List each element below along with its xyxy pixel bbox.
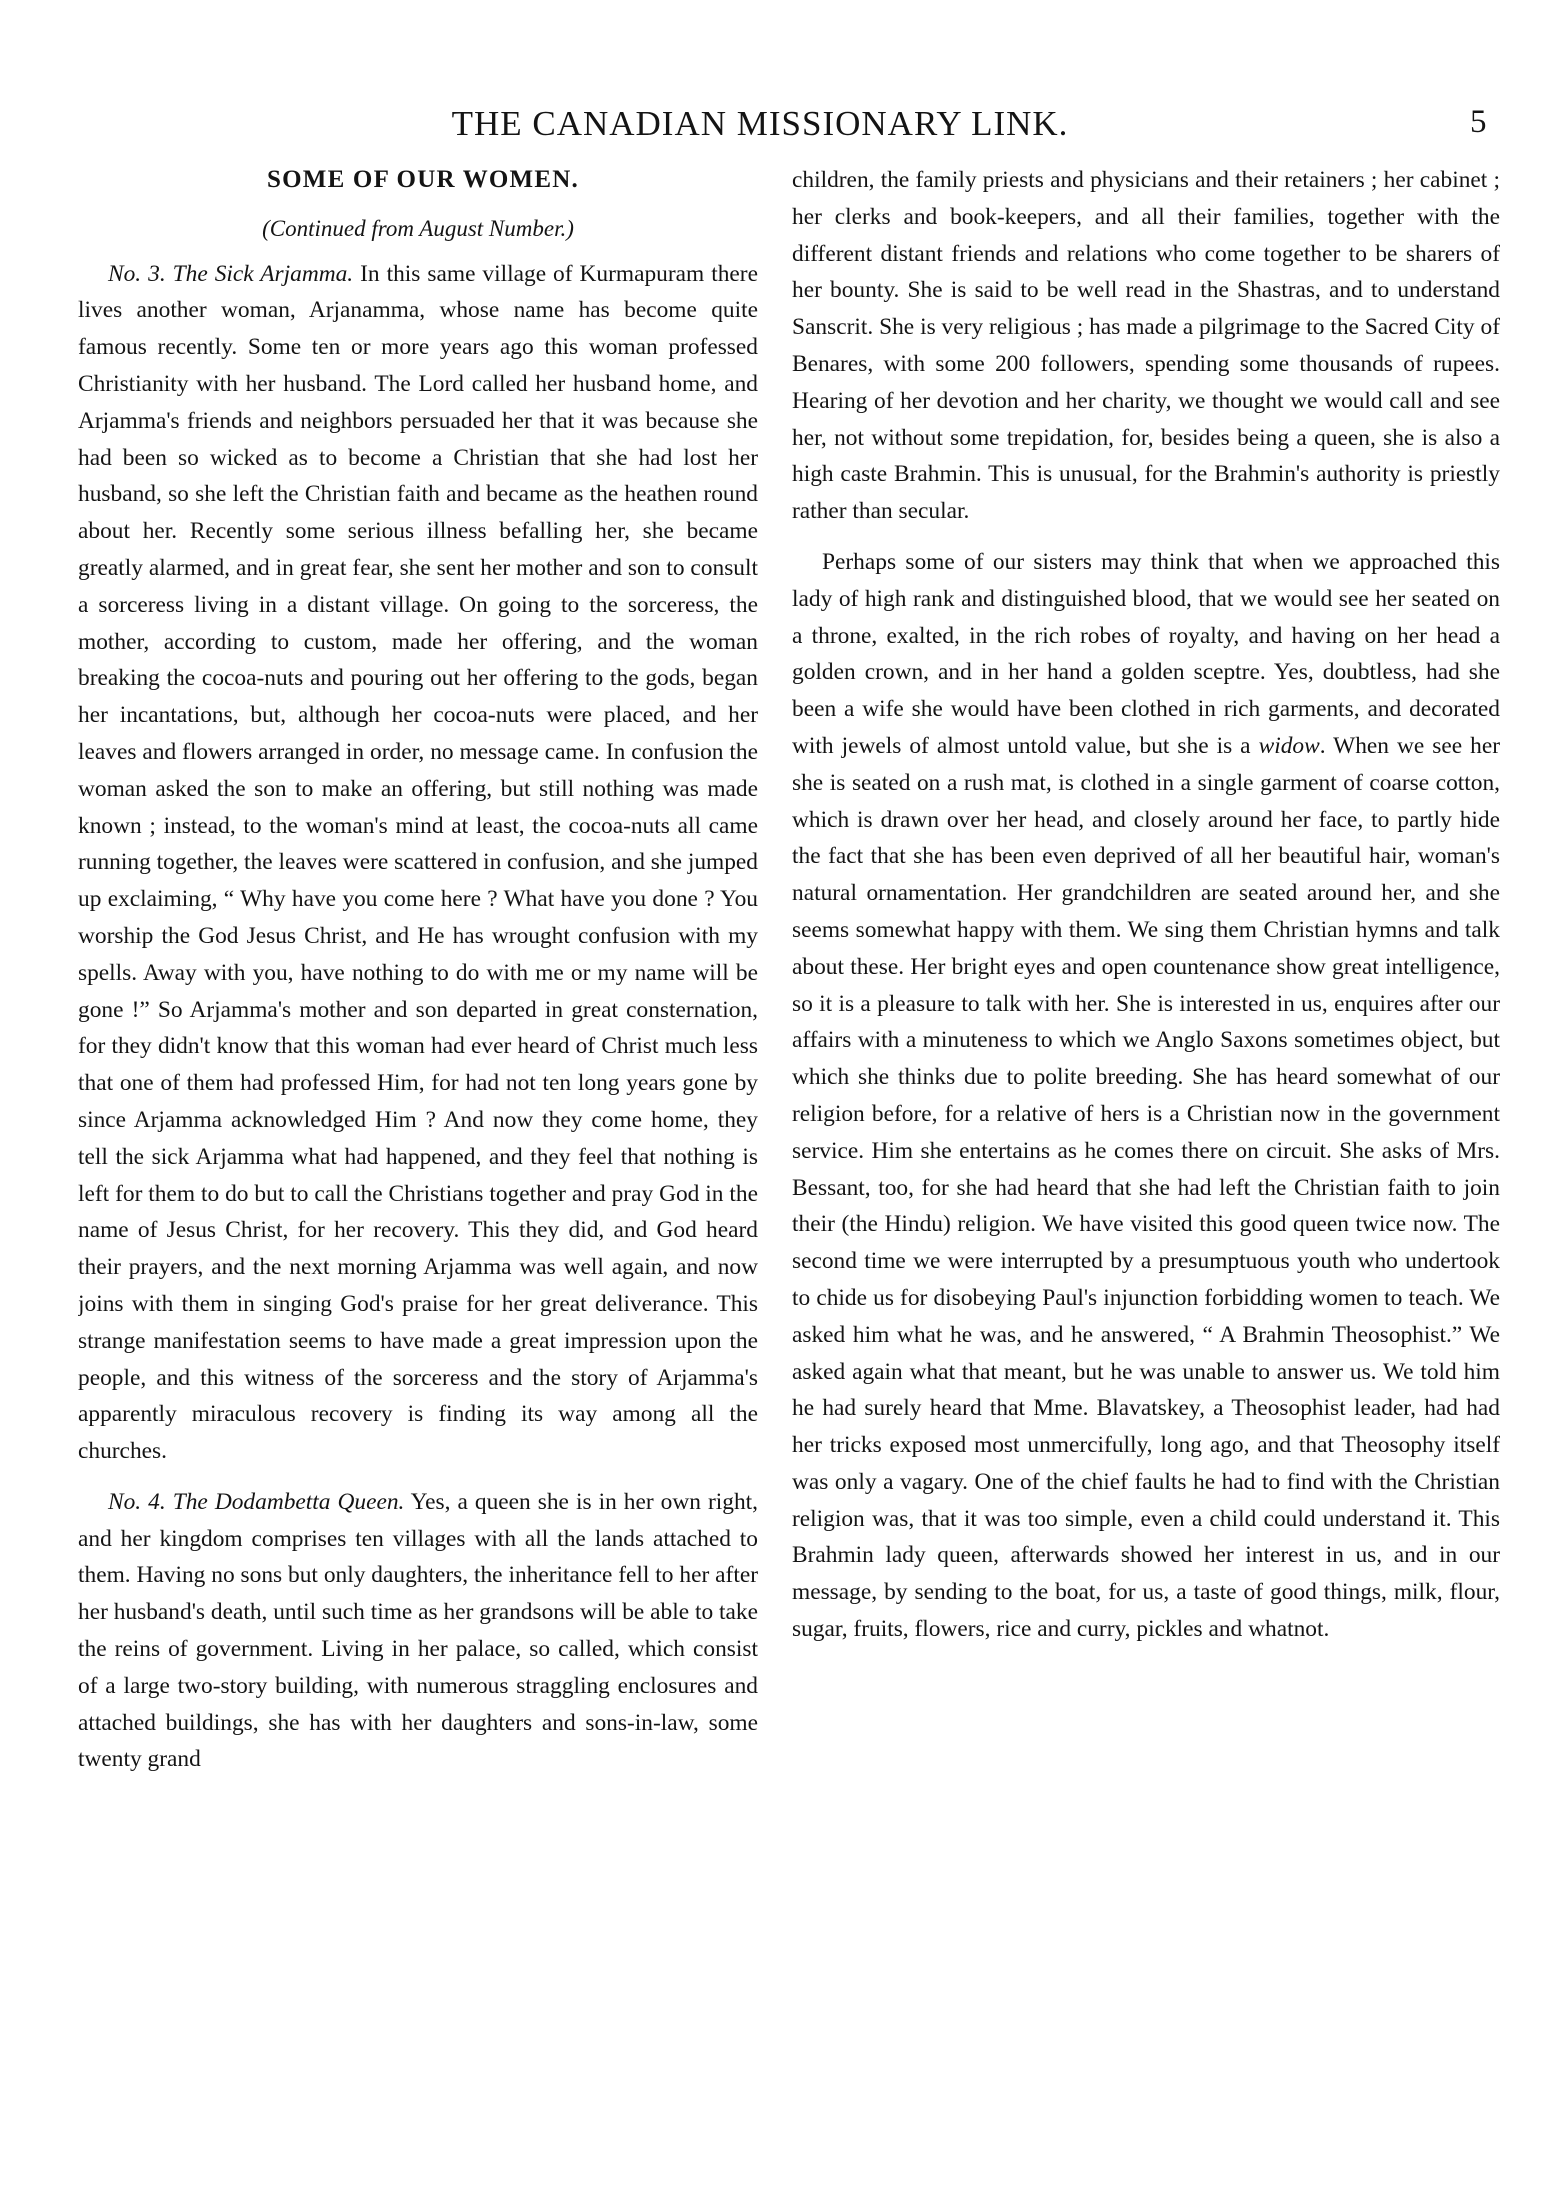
- section-4-text-left: Yes, a queen she is in her own right, and her kingdom comprises ten villages with all the lands attached to them. Having no sons but only daughters, the inheritance fell to her after her husband's death, until such time as her grandsons will be able to take the reins of government. Living in her palace, so called, which consist of a large two-story building, with numerous straggling enclosures and attached buildings, she has with her daughters and sons-in-law, some twenty grand: [78, 1488, 758, 1773]
- section-4-heading: No. 4. The Dodambetta Queen.: [108, 1488, 405, 1515]
- section-4-continuation: children, the family priests and physicians and their retainers ; her cabinet ; her clerks and book-keepers, and all their families, together with the different distant friends and relations who come together to be sharers of her bounty. She is said to be well read in the Shastras, and to understand Sanscrit. She is very religious ; has made a pilgrimage to the Sacred City of Benares, with some 200 followers, spending some thousands of rupees. Hearing of her devotion and her charity, we thought we would call and see her, not without some trepidation, for, besides being a queen, she is also a high caste Brahmin. This is unusual, for the Brahmin's authority is priestly rather than secular.: [792, 167, 1500, 525]
- article-title: SOME OF OUR WOMEN.: [267, 166, 579, 193]
- section-3-heading: No. 3. The Sick Arjamma.: [108, 260, 354, 287]
- perhaps-text-after: . When we see her she is seated on a rush mat, is clothed in a single garment of coarse cotton, which is drawn over her head, and closely around her face, to partly hide the fact that she has been even deprived of all her beautiful hair, woman's natural ornamentation. Her grandchildren are seated around her, and she seems somewhat happy with them. We sing them Christian hymns and talk about these. Her bright eyes and open countenance show great intelligence, so it is a pleasure to talk with her. She is interested in us, enquires after our affairs with a minuteness to which we Anglo Saxons sometimes object, but which she thinks due to polite breeding. She has heard somewhat of our religion before, for a relative of hers is a Christian now in the government service. Him she entertains as he comes there on circuit. She asks of Mrs. Bessant, too, for she had heard that she had left the Christian faith to join their (the Hindu) religion. We have visited this good queen twice now. The second time we were interrupted by a presumptuous youth who undertook to chide us for disobeying Paul's injunction forbidding women to teach. We asked him what he was, and he answered, “ A Brahmin Theosophist.” We asked again what that meant, but he was unable to answer us. We told him he had surely heard that Mme. Blavatskey, a Theosophist leader, had had her tricks exposed most unmercifully, long ago, and that Theosophy itself was only a vagary. One of the chief faults he had to find with the Christian religion was, that it was too simple, even a child could understand it. This Brahmin lady queen, afterwards showed her interest in us, and in our message, by sending to the boat, for us, a taste of good things, milk, flour, sugar, fruits, flowers, rice and curry, pickles and whatnot.: [792, 732, 1500, 1643]
- perhaps-text-before: Perhaps some of our sisters may think that when we approached this lady of high rank and distinguished blood, that we would see her seated on a throne, exalted, in the rich robes of royalty, and having on her head a golden crown, and in her hand a golden sceptre. Yes, doubtless, had she been a wife she would have been clothed in rich garments, and decorated with jewels of almost untold value, but she is a: [792, 548, 1500, 759]
- widow-italic: widow: [1258, 732, 1320, 759]
- page-header: [0, 100, 1545, 160]
- page-number: 5: [1470, 104, 1487, 140]
- perhaps-paragraph: [792, 544, 1500, 1648]
- journal-title: THE CANADIAN MISSIONARY LINK.: [451, 104, 1069, 143]
- continued-note: (Continued from August Number.): [262, 215, 574, 241]
- section-4-paragraph: [78, 1484, 758, 1778]
- section-3-paragraph: [78, 256, 758, 1470]
- section-3-text: In this same village of Kurmapuram there lives another woman, Arjanamma, whose name has become quite famous recently. Some ten or more years ago this woman professed Christianity with her husband. The Lord called her husband home, and Arjamma's friends and neighbors persuaded her that it was because she had been so wicked as to become a Christian that she had lost her husband, so she left the Christian faith and became as the heathen round about her. Recently some serious illness befalling her, she became greatly alarmed, and in great fear, she sent her mother and son to consult a sorceress living in a distant village. On going to the sorceress, the mother, according to custom, made her offering, and the woman breaking the cocoa-nuts and pouring out her offering to the gods, began her incantations, but, although her cocoa-nuts were placed, and her leaves and flowers arranged in order, no message came. In confusion the woman asked the son to make an offering, but still nothing was made known ; instead, to the woman's mind at least, the cocoa-nuts all came running together, the leaves were scattered in confusion, and she jumped up exclaiming, “ Why have you come here ? What have you done ? You worship the God Jesus Christ, and He has wrought confusion with my spells. Away with you, have nothing to do with me or my name will be gone !” So Arjamma's mother and son departed in great consternation, for they didn't know that this woman had ever heard of Christ much less that one of them had professed Him, for had not ten long years gone by since Arjamma acknowledged Him ? And now they come home, they tell the sick Arjamma what had happened, and they feel that nothing is left for them to do but to call the Christians together and pray God in the name of Jesus Christ, for her recovery. This they did, and God heard their prayers, and the next morning Arjamma was well again, and now joins with them in singing God's praise for her great deliverance. This strange manifestation seems to have made a great impression upon the people, and this witness of the sorceress and the story of Arjamma's apparently miraculous recovery is finding its way among all the churches.: [78, 260, 758, 1465]
- left-column: [78, 162, 758, 2152]
- right-column: [792, 162, 1500, 2152]
